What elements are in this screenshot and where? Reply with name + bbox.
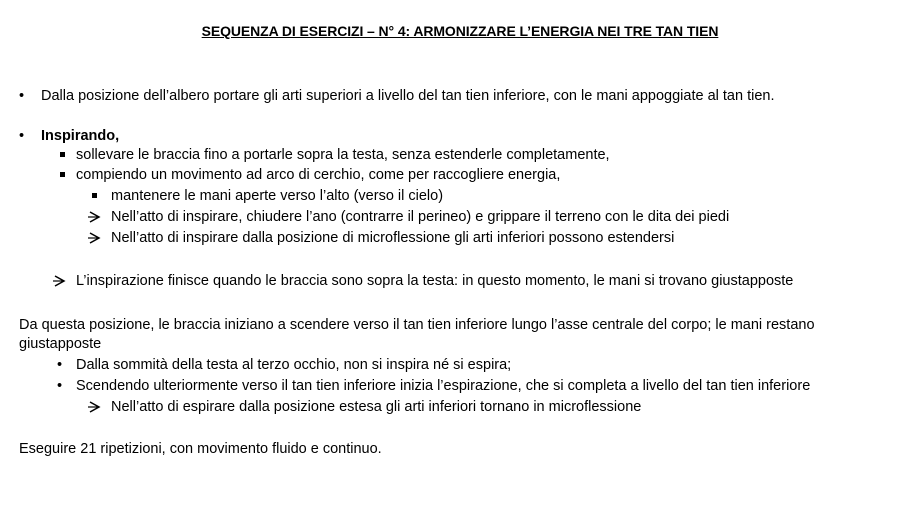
square-bullet-icon xyxy=(60,152,65,157)
arrow-bullet-icon xyxy=(88,211,102,223)
arrow-bullet-icon xyxy=(53,275,67,287)
arrow-bullet-icon xyxy=(88,232,102,244)
text-line: Nell’atto di inspirare, chiudere l’ano (contrarre il perineo) e grippare il terreno con le dita dei piedi xyxy=(111,209,730,225)
text-line: Eseguire 21 ripetizioni, con movimento fluido e continuo. xyxy=(19,441,382,457)
text-line: Da questa posizione, le braccia iniziano a scendere verso il tan tien inferiore lungo l’asse centrale del corpo; le mani restano xyxy=(19,317,815,333)
square-bullet-icon xyxy=(60,172,65,177)
text-line: Scendendo ulteriormente verso il tan tien inferiore inizia l’espirazione, che si completa a livello del tan tien inferiore xyxy=(76,378,811,394)
text-line: compiendo un movimento ad arco di cerchio, come per raccogliere energia, xyxy=(76,167,561,183)
bullet-dot-icon: • xyxy=(19,128,25,144)
arrow-bullet-icon xyxy=(88,401,102,413)
text-line: sollevare le braccia fino a portarle sopra la testa, senza estenderle completamente, xyxy=(76,147,610,163)
square-bullet-icon xyxy=(92,193,97,198)
page-title: SEQUENZA DI ESERCIZI – N° 4: ARMONIZZARE L’ENERGIA NEI TRE TAN TIEN xyxy=(201,23,719,39)
text-line: giustapposte xyxy=(19,336,102,352)
bullet-dot-icon: • xyxy=(57,357,63,373)
text-line-heading: Inspirando, xyxy=(41,128,120,144)
text-line: Nell’atto di inspirare dalla posizione di microflessione gli arti inferiori possono estendersi xyxy=(111,230,675,246)
bullet-dot-icon: • xyxy=(19,88,25,104)
text-line: Dalla posizione dell’albero portare gli arti superiori a livello del tan tien inferiore, con le mani appoggiate al tan tien. xyxy=(41,88,775,104)
text-line: mantenere le mani aperte verso l’alto (verso il cielo) xyxy=(111,188,444,204)
bullet-dot-icon: • xyxy=(57,378,63,394)
text-line: Nell’atto di espirare dalla posizione estesa gli arti inferiori tornano in microflessione xyxy=(111,399,642,415)
text-line: Dalla sommità della testa al terzo occhio, non si inspira né si espira; xyxy=(76,357,512,373)
text-line: L’inspirazione finisce quando le braccia sono sopra la testa: in questo momento, le mani si trovano giustapposte xyxy=(76,273,794,289)
